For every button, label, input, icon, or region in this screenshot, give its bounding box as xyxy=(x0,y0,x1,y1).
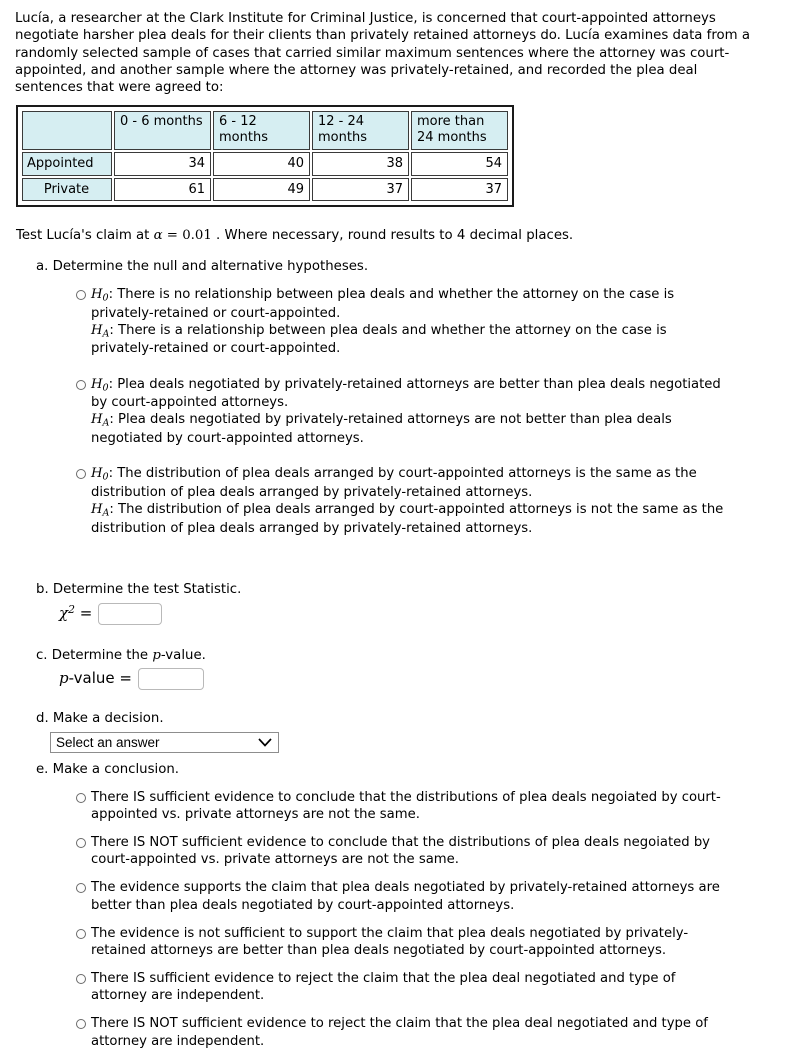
decision-select[interactable] xyxy=(50,732,279,753)
hypothesis-option-1[interactable] xyxy=(14,286,795,358)
table-cell-private-0: 61 xyxy=(114,178,211,201)
part-d xyxy=(14,710,795,753)
conclusion-option-2[interactable] xyxy=(14,834,795,868)
spacer xyxy=(14,555,795,581)
table-cell-private-3: 37 xyxy=(411,178,508,201)
radio-button-icon[interactable] xyxy=(76,290,86,300)
part-c-label-suffix: -value. xyxy=(160,647,206,663)
alpha-symbol: α xyxy=(153,227,163,243)
chi-symbol: χ xyxy=(59,604,69,623)
conclusion-option-4[interactable] xyxy=(14,925,795,959)
alt-hypothesis-line xyxy=(91,411,731,447)
claim-equals: = xyxy=(162,227,183,243)
h-alt-subscript: A xyxy=(102,328,110,340)
table-cell-appointed-2: 38 xyxy=(312,152,409,175)
table-col-header-3: more than 24 months xyxy=(411,111,508,150)
claim-suffix: . Where necessary, round results to 4 decimal places. xyxy=(211,227,574,243)
conclusion-option-6[interactable] xyxy=(14,1015,795,1049)
part-e-label: e. Make a conclusion. xyxy=(36,762,179,778)
table-col-header-0: 0 - 6 months xyxy=(114,111,211,150)
spacer xyxy=(14,690,795,710)
p-value-field-row xyxy=(59,668,795,690)
conclusion-option-3-text: The evidence supports the claim that plea deals negotiated by privately-retained attorneys are better than plea deals negotiated by court-appointed attorneys. xyxy=(91,880,720,913)
table-col-header-2: 12 - 24 months xyxy=(312,111,409,150)
h-null-symbol: H xyxy=(91,286,103,302)
radio-button-icon[interactable] xyxy=(76,469,86,479)
part-c-label-prefix: c. Determine the xyxy=(36,647,153,663)
null-hypothesis-text: : There is no relationship between plea deals and whether the attorney on the case is privately-retained or court-appointed. xyxy=(91,286,675,321)
hypothesis-option-2[interactable] xyxy=(14,376,795,448)
part-a-label: a. Determine the null and alternative hypotheses. xyxy=(36,259,369,275)
table-row-header-appointed: Appointed xyxy=(22,152,112,175)
hypothesis-option-2-text xyxy=(91,376,731,448)
table-row-header-private: Private xyxy=(22,178,112,201)
h-null-subscript: 0 xyxy=(102,292,109,304)
conclusion-option-6-text: There IS NOT sufficient evidence to reject the claim that the plea deal negotiated and type of attorney are independent. xyxy=(91,1016,708,1049)
h-alt-subscript: A xyxy=(102,417,110,429)
problem-statement: Lucía, a researcher at the Clark Institute for Criminal Justice, is concerned that court-appointed attorneys negotiate harsher plea deals for their clients than privately retained attorneys do. Lucía examines data from a randomly selected sample of cases that carried similar maximum sentences where the attorney was court-appointed, and another sample where the attorney was privately-retained, and recorded the plea deal sentences that were agreed to: xyxy=(15,11,750,96)
table-cell-appointed-3: 54 xyxy=(411,152,508,175)
h-null-symbol: H xyxy=(91,466,103,482)
claim-instruction xyxy=(16,227,795,245)
alt-hypothesis-line xyxy=(91,501,731,537)
h-null-symbol: H xyxy=(91,376,103,392)
conclusion-option-4-text: The evidence is not sufficient to support the claim that plea deals negotiated by privately-retained attorneys are better than plea deals negotiated by court-appointed attorneys. xyxy=(91,925,689,958)
table-cell-appointed-0: 34 xyxy=(114,152,211,175)
radio-button-icon[interactable] xyxy=(76,1019,86,1029)
radio-button-icon[interactable] xyxy=(76,838,86,848)
conclusion-option-1-text: There IS sufficient evidence to conclude that the distributions of plea deals negoiated by court-appointed vs. private attorneys are not the same. xyxy=(91,789,721,822)
part-b xyxy=(14,581,795,625)
spacer xyxy=(14,753,795,761)
table-col-header-1: 6 - 12 months xyxy=(213,111,310,150)
hypothesis-option-3-text xyxy=(91,465,731,537)
part-a xyxy=(14,258,795,537)
radio-button-icon[interactable] xyxy=(76,883,86,893)
chi-square-label xyxy=(59,603,92,624)
h-null-subscript: 0 xyxy=(102,381,109,393)
part-c-label xyxy=(36,647,795,665)
null-hypothesis-text: : The distribution of plea deals arranged by court-appointed attorneys is the same as the distribution of plea deals arranged by privately-retained attorneys. xyxy=(91,466,697,501)
spacer xyxy=(14,625,795,647)
hypothesis-option-1-text xyxy=(91,286,731,358)
conclusion-option-5-text: There IS sufficient evidence to reject the claim that the plea deal negotiated and type of attorney are independent. xyxy=(91,971,676,1004)
p-value-label-suffix: -value = xyxy=(68,669,132,688)
chi-square-field-row xyxy=(59,603,795,625)
conclusion-option-5[interactable] xyxy=(14,970,795,1004)
alt-hypothesis-line xyxy=(91,322,731,358)
h-null-subscript: 0 xyxy=(102,471,109,483)
conclusion-option-1[interactable] xyxy=(14,789,795,823)
chi-exponent: 2 xyxy=(68,603,75,617)
table-header-row xyxy=(22,111,508,150)
null-hypothesis-line xyxy=(91,376,731,412)
chi-equals: = xyxy=(79,604,93,623)
hypothesis-radio-group xyxy=(14,286,795,537)
radio-button-icon[interactable] xyxy=(76,929,86,939)
p-value-label xyxy=(59,669,132,689)
claim-prefix: Test Lucía's claim at xyxy=(16,227,154,243)
hypothesis-option-3[interactable] xyxy=(14,465,795,537)
contingency-table xyxy=(20,109,510,203)
h-alt-symbol: H xyxy=(91,412,103,428)
table-corner-cell xyxy=(22,111,112,150)
conclusion-option-2-text: There IS NOT sufficient evidence to conclude that the distributions of plea deals negoiated by court-appointed vs. private attorneys are not the same. xyxy=(91,835,710,868)
decision-select-value: Select an answer xyxy=(56,734,160,750)
alt-hypothesis-text: : Plea deals negotiated by privately-retained attorneys are not better than plea deals negotiated by court-appointed attorneys. xyxy=(91,412,672,447)
alt-hypothesis-text: : The distribution of plea deals arranged by court-appointed attorneys is not the same as the distribution of plea deals arranged by privately-retained attorneys. xyxy=(91,502,724,536)
radio-button-icon[interactable] xyxy=(76,793,86,803)
radio-button-icon[interactable] xyxy=(76,974,86,984)
part-d-label: d. Make a decision. xyxy=(36,711,164,727)
p-symbol: p xyxy=(59,669,69,688)
contingency-table-container xyxy=(16,105,514,207)
h-alt-symbol: H xyxy=(91,322,103,338)
p-symbol: p xyxy=(152,647,161,663)
table-row xyxy=(22,178,508,201)
h-alt-symbol: H xyxy=(91,502,103,518)
table-row xyxy=(22,152,508,175)
table-cell-appointed-1: 40 xyxy=(213,152,310,175)
part-c xyxy=(14,647,795,691)
p-value-input[interactable] xyxy=(138,668,204,690)
h-alt-subscript: A xyxy=(102,507,110,519)
radio-button-icon[interactable] xyxy=(76,380,86,390)
part-e xyxy=(14,761,795,1050)
alpha-value: 0.01 xyxy=(182,227,212,243)
part-b-label: b. Determine the test Statistic. xyxy=(36,582,242,598)
table-cell-private-2: 37 xyxy=(312,178,409,201)
null-hypothesis-line xyxy=(91,465,731,501)
conclusion-radio-group xyxy=(14,789,795,1050)
alt-hypothesis-text: : There is a relationship between plea deals and whether the attorney on the case is privately-retained or court-appointed. xyxy=(91,322,667,357)
table-cell-private-1: 49 xyxy=(213,178,310,201)
null-hypothesis-line xyxy=(91,286,731,322)
conclusion-option-3[interactable] xyxy=(14,879,795,913)
chevron-down-icon xyxy=(258,738,272,747)
chi-square-input[interactable] xyxy=(98,603,162,625)
null-hypothesis-text: : Plea deals negotiated by privately-retained attorneys are better than plea deals negotiated by court-appointed attorneys. xyxy=(91,376,721,411)
